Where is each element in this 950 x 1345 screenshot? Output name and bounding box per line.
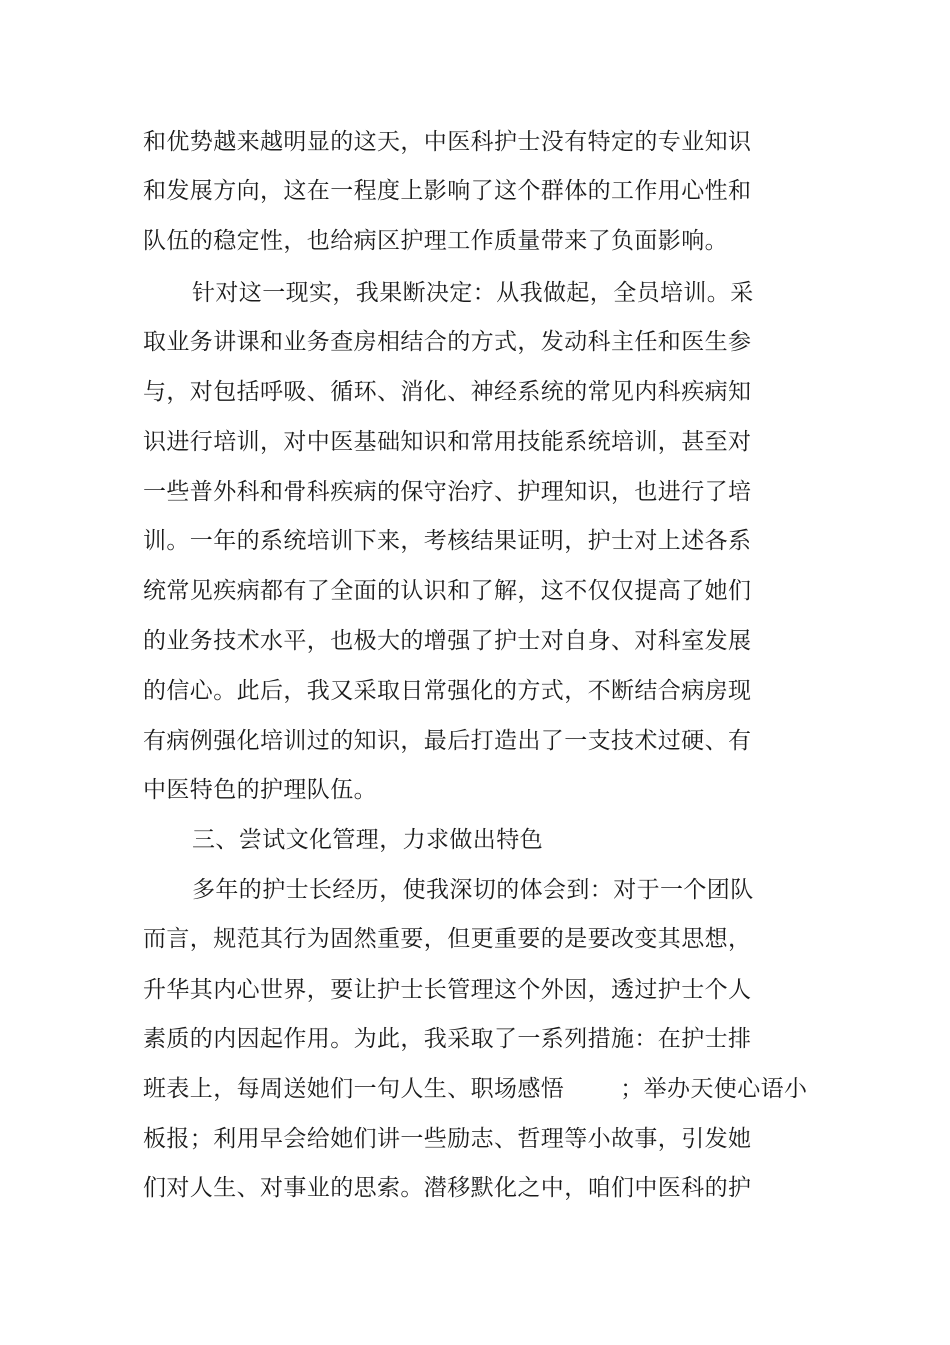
text-line: 取业务讲课和业务查房相结合的方式，发动科主任和医生参 <box>143 329 752 355</box>
text-line <box>143 1075 807 1103</box>
text-line: 的业务技术水平，也极大的增强了护士对自身、对科室发展 <box>143 628 752 654</box>
text-line: 素质的内因起作用。为此，我采取了一系列措施：在护士排 <box>143 1026 752 1052</box>
text-line: 板报；利用早会给她们讲一些励志、哲理等小故事，引发她 <box>143 1126 752 1152</box>
text-line: 针对这一现实，我果断决定：从我做起，全员培训。采 <box>192 280 754 306</box>
text-line: 识进行培训，对中医基础知识和常用技能系统培训，甚至对 <box>143 429 752 455</box>
text-line: 们对人生、对事业的思索。潜移默化之中，咱们中医科的护 <box>143 1175 752 1201</box>
text-line: 队伍的稳定性，也给病区护理工作质量带来了负面影响。 <box>143 228 728 254</box>
text-line: 的信心。此后，我又采取日常强化的方式，不断结合病房现 <box>143 678 752 704</box>
text-segment: ；举办天使心语小 <box>620 1076 808 1102</box>
text-line: 中医特色的护理队伍。 <box>143 777 377 803</box>
text-line: 一些普外科和骨科疾病的保守治疗、护理知识，也进行了培 <box>143 479 752 505</box>
text-line: 与，对包括呼吸、循环、消化、神经系统的常见内科疾病知 <box>143 379 752 405</box>
text-line: 有病例强化培训过的知识，最后打造出了一支技术过硬、有 <box>143 728 752 754</box>
text-line: 和发展方向，这在一程度上影响了这个群体的工作用心性和 <box>143 178 752 204</box>
text-line: 训。一年的系统培训下来，考核结果证明，护士对上述各系 <box>143 528 752 554</box>
text-line: 和优势越来越明显的这天，中医科护士没有特定的专业知识 <box>143 129 752 155</box>
section-heading: 三、尝试文化管理，力求做出特色 <box>192 827 543 853</box>
text-line: 统常见疾病都有了全面的认识和了解，这不仅仅提高了她们 <box>143 578 752 604</box>
text-line: 多年的护士长经历，使我深切的体会到：对于一个团队 <box>192 877 754 903</box>
text-line: 而言，规范其行为固然重要，但更重要的是要改变其思想， <box>143 926 752 952</box>
text-segment: 班表上，每周送她们一句人生、职场感悟 <box>143 1076 565 1102</box>
text-line: 升华其内心世界，要让护士长管理这个外因，透过护士个人 <box>143 977 752 1003</box>
